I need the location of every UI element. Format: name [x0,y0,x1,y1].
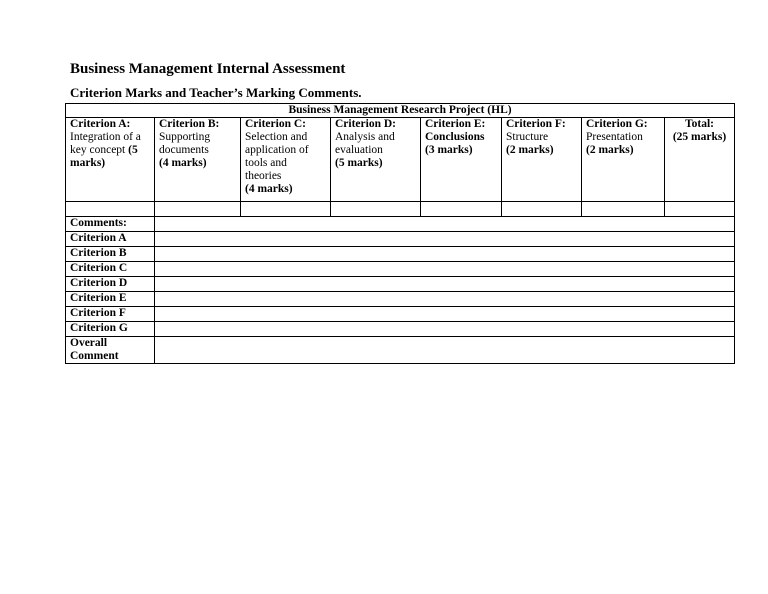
criterion-desc: Presentation [586,131,643,143]
total-label: Total: [685,118,714,130]
score-cell-a[interactable] [66,202,155,217]
score-row [66,202,735,217]
comment-label: Criterion B [66,247,155,262]
table-caption: Business Management Research Project (HL) [66,104,735,118]
total-marks: (25 marks) [672,131,727,143]
caption-row [66,104,735,118]
comment-label: Criterion D [66,277,155,292]
criterion-marks: (4 marks) [245,183,293,195]
overall-comment-label: Overall Comment [66,337,155,364]
comments-header-row [66,217,735,232]
criterion-marks: (2 marks) [586,144,634,156]
criterion-marks: (4 marks) [159,157,207,169]
criterion-name: Criterion B: [159,118,220,130]
criterion-desc: Integration of a key concept [70,131,141,156]
criterion-name: Criterion D: [335,118,396,130]
rubric-table [65,103,735,364]
total-header [665,118,735,202]
criterion-f-header [502,118,582,202]
criterion-marks: (2 marks) [506,144,554,156]
comment-row-d [66,277,735,292]
comment-cell-g[interactable] [155,322,735,337]
comment-label: Criterion F [66,307,155,322]
comment-label: Criterion E [66,292,155,307]
criteria-header-row [66,118,735,202]
comment-cell-d[interactable] [155,277,735,292]
criterion-e-header [421,118,502,202]
criterion-d-header [331,118,421,202]
comment-cell-a[interactable] [155,232,735,247]
comments-header: Comments: [66,217,155,232]
criterion-desc: Conclusions [425,131,485,143]
comment-cell-c[interactable] [155,262,735,277]
score-cell-f[interactable] [502,202,582,217]
score-cell-b[interactable] [155,202,241,217]
criterion-desc: Structure [506,131,549,143]
criterion-a-header [66,118,155,202]
criterion-c-header [241,118,331,202]
criterion-marks: (5 marks) [335,157,383,169]
overall-comment-row [66,337,735,364]
criterion-marks: (3 marks) [425,144,473,156]
comment-cell-e[interactable] [155,292,735,307]
criterion-name: Criterion C: [245,118,306,130]
criterion-name: Criterion G: [586,118,648,130]
criterion-desc: Selection and application of tools and theories [245,131,309,182]
criterion-marks: (5 marks) [70,144,138,169]
comment-row-e [66,292,735,307]
overall-comment-cell[interactable] [155,337,735,364]
comment-label: Criterion A [66,232,155,247]
criterion-desc: Supporting documents [159,131,211,156]
criterion-b-header [155,118,241,202]
criterion-name: Criterion A: [70,118,131,130]
criterion-name: Criterion E: [425,118,486,130]
comment-cell-f[interactable] [155,307,735,322]
score-cell-d[interactable] [331,202,421,217]
comment-row-g [66,322,735,337]
comment-label: Criterion C [66,262,155,277]
comments-header-cell [155,217,735,232]
comment-cell-b[interactable] [155,247,735,262]
score-cell-c[interactable] [241,202,331,217]
score-cell-g[interactable] [582,202,665,217]
document-title: Business Management Internal Assessment [70,61,346,77]
comment-label: Criterion G [66,322,155,337]
criterion-g-header [582,118,665,202]
comment-row-b [66,247,735,262]
comment-row-c [66,262,735,277]
score-cell-e[interactable] [421,202,502,217]
comment-row-a [66,232,735,247]
criterion-desc: Analysis and evaluation [335,131,395,156]
criterion-name: Criterion F: [506,118,566,130]
document-subtitle: Criterion Marks and Teacher’s Marking Comments. [70,85,362,100]
comment-row-f [66,307,735,322]
score-cell-total[interactable] [665,202,735,217]
